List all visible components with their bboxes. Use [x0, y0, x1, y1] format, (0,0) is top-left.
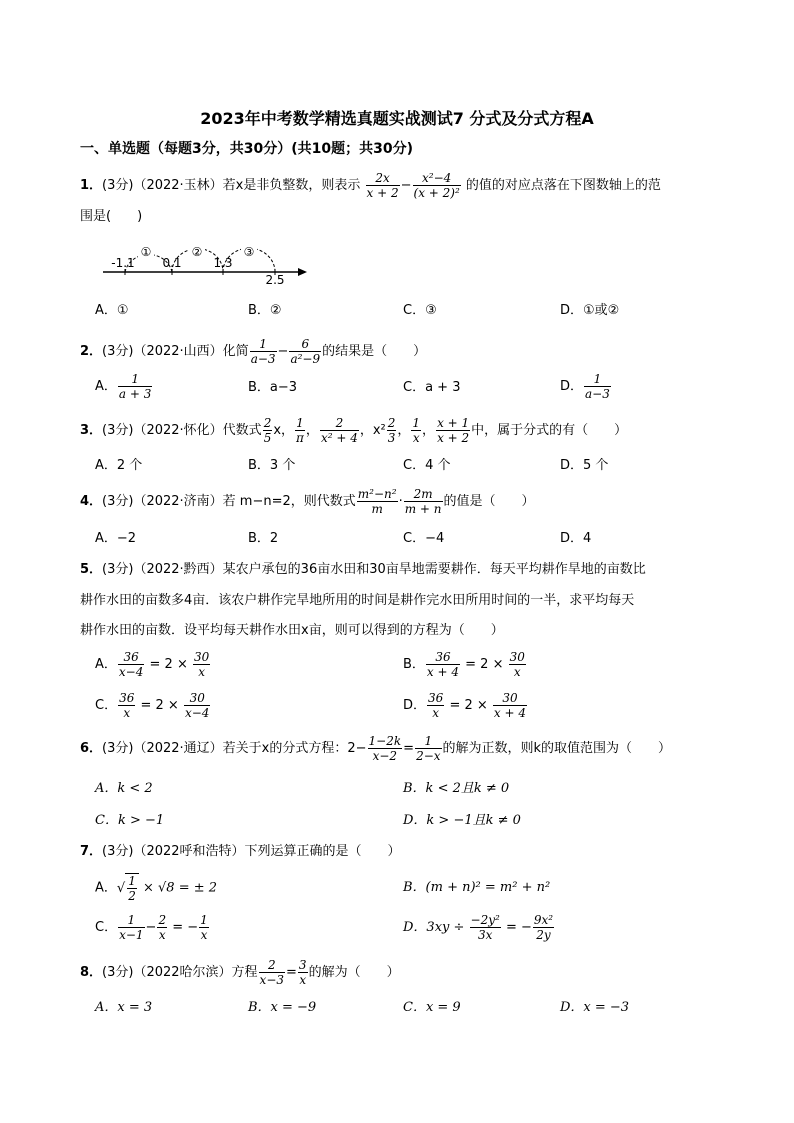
question-2: 2．(3分)（2022·山西）化简 $\frac{1}{a-3}$ − $\frac{6}{\text{a²−9}}$ 的结果是（ ）: [80, 337, 427, 366]
option-c[interactable]: C．4 个: [403, 458, 451, 473]
arc-label: ③: [243, 245, 255, 259]
question-number: 1．: [80, 178, 103, 193]
arc-label: ①: [140, 245, 152, 259]
option-c[interactable]: C．③: [403, 303, 437, 318]
option-d[interactable]: D． $\frac{36}{x}$ = 2 × $\frac{30}{x + 4}$: [403, 691, 526, 720]
option-d[interactable]: D．3xy ÷ $\frac{\text{−2y²}}{3x}$ = − $\frac{\text{9x²}}{2y}$: [403, 913, 554, 942]
question-4: 4．(3分)（2022·济南）若 m−n=2，则代数式 $\frac{\text{m²−n²}}{m}$ · $\frac{2m}{m + n}$ 的值是（ ）: [80, 487, 535, 516]
option-c[interactable]: C．x = 9: [403, 1000, 461, 1015]
number-line-figure: [95, 236, 315, 286]
fraction: $\frac{6}{\text{a²−9}}$: [290, 337, 321, 366]
question-5-line2: 耕作水田的亩数多4亩．该农户耕作完旱地所用的时间是耕作完水田所用时间的一半，求平均每天: [80, 593, 635, 608]
option-a[interactable]: A．x = 3: [95, 1000, 153, 1015]
question-7: 7．(3分)（2022呼和浩特）下列运算正确的是（ ）: [80, 844, 401, 859]
option-a[interactable]: A． $\frac{36}{x-4}$ = 2 × $\frac{30}{x}$: [95, 650, 210, 679]
option-c[interactable]: C． $\frac{1}{x-1}$ − $\frac{2}{x}$ = − $\frac{1}{x}$: [95, 913, 208, 942]
question-6: 6．(3分)（2022·通辽）若关于x的分式方程：2− $\frac{1-2k}{x-2}$ = $\frac{1}{2-x}$ 的解为正数，则k的取值范围为（ ）: [80, 734, 672, 763]
axis-arrow-icon: [298, 268, 307, 276]
option-d[interactable]: D．①或②: [560, 303, 620, 318]
tick-label: 0.1: [162, 256, 182, 270]
option-a[interactable]: A．−2: [95, 531, 137, 546]
fraction: $\frac{1}{a-3}$: [250, 337, 276, 366]
option-b[interactable]: B．2: [248, 531, 279, 546]
option-a[interactable]: A．√ $\frac{1}{2}$ × √8 = ± 2: [95, 874, 218, 903]
option-b[interactable]: B．②: [248, 303, 282, 318]
tick-label: 1.3: [213, 256, 233, 270]
option-c[interactable]: C．−4: [403, 531, 445, 546]
option-a[interactable]: A． $\frac{1}{a + 3}$: [95, 372, 152, 401]
option-c[interactable]: C．k > −1: [95, 813, 165, 828]
fraction: $\frac{2x}{x + 2}$: [366, 171, 399, 200]
question-5-line3: 耕作水田的亩数．设平均每天耕作水田x亩，则可以得到的方程为（ ）: [80, 623, 504, 638]
option-d[interactable]: D．k > −1且k ≠ 0: [403, 813, 521, 828]
question-text: (3分)（2022·玉林）若x是非负整数，则表示: [102, 178, 361, 193]
option-a[interactable]: A．2 个: [95, 458, 143, 473]
fraction: $\frac{\text{x²−4}}{\text{(x + 2)²}}$: [413, 171, 460, 200]
option-d[interactable]: D．5 个: [560, 458, 609, 473]
option-b[interactable]: B．3 个: [248, 458, 296, 473]
option-d[interactable]: D．x = −3: [560, 1000, 630, 1015]
option-b[interactable]: B．a−3: [248, 380, 298, 395]
option-b[interactable]: B． $\frac{36}{x + 4}$ = 2 × $\frac{30}{x}$: [403, 650, 525, 679]
arc-label: ②: [191, 245, 203, 259]
question-5: 5．(3分)（2022·黔西）某农户承包的36亩水田和30亩旱地需要耕作．每天平均耕作旱地的亩数比: [80, 562, 646, 577]
option-b[interactable]: B．k < 2且k ≠ 0: [403, 781, 510, 796]
section-heading: 一、单选题（每题3分，共30分）(共10题；共30分): [80, 141, 413, 157]
page-title: 2023年中考数学精选真题实战测试7 分式及分式方程A: [200, 109, 594, 128]
option-a[interactable]: A．①: [95, 303, 129, 318]
option-b[interactable]: B．x = −9: [248, 1000, 317, 1015]
tick-label: -1.1: [111, 256, 135, 270]
option-d[interactable]: D． $\frac{1}{a-3}$: [560, 372, 610, 401]
option-d[interactable]: D．4: [560, 531, 592, 546]
question-8: 8．(3分)（2022哈尔滨）方程 $\frac{2}{x-3}$ = $\frac{3}{x}$ 的解为（ ）: [80, 958, 400, 987]
option-a[interactable]: A．k < 2: [95, 781, 153, 796]
question-text: 的值的对应点落在下图数轴上的范: [465, 178, 661, 193]
option-b[interactable]: B．(m + n)² = m² + n²: [403, 880, 551, 895]
option-c[interactable]: C． $\frac{36}{x}$ = 2 × $\frac{30}{x-4}$: [95, 691, 210, 720]
question-1-line2: 围是( ): [80, 209, 143, 224]
option-c[interactable]: C．a + 3: [403, 380, 461, 395]
question-1: 1．(3分)（2022·玉林）若x是非负整数，则表示 $\frac{2x}{x + 2}$ − $\frac{\text{x²−4}}{\text{(x + 2)²}}$ 的值的对应点落在下图数轴上的范: [80, 171, 661, 200]
tick-label: 2.5: [265, 273, 285, 286]
question-3: 3．(3分)（2022·怀化）代数式 $\frac{2}{5}$ x， $\frac{1}{\pi}$ ， $\frac{2}{\text{x² + 4}}$ ，x² $\frac{2}{3}$ ， $\frac{1}{x}$ ， $\frac{x + 1}{x + 2}$ 中，属于分式的有（ ）: [80, 416, 628, 445]
